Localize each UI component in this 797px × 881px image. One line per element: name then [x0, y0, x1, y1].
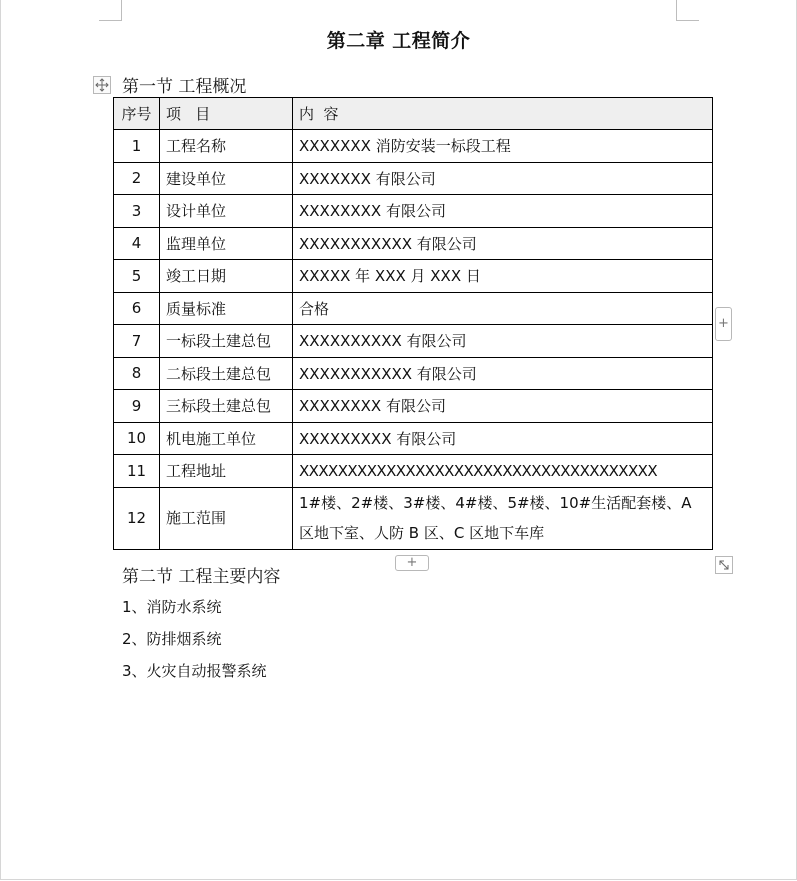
- content-item: 2、防排烟系统: [122, 630, 222, 648]
- row-item[interactable]: 一标段土建总包: [160, 325, 293, 358]
- row-item[interactable]: 机电施工单位: [160, 422, 293, 455]
- row-no[interactable]: 8: [114, 357, 160, 390]
- table-row: [114, 325, 713, 358]
- table-row: [114, 162, 713, 195]
- row-content[interactable]: XXXXXXX 有限公司: [293, 162, 713, 195]
- header-content: 内 容: [293, 98, 713, 130]
- section2-title: 第二节 工程主要内容: [122, 567, 281, 587]
- row-no[interactable]: 12: [114, 487, 160, 549]
- row-no[interactable]: 5: [114, 260, 160, 293]
- table-row: [114, 227, 713, 260]
- row-no[interactable]: 9: [114, 390, 160, 423]
- header-item: 项 目: [160, 98, 293, 130]
- table-resize-handle[interactable]: [715, 556, 733, 574]
- table-row: [114, 357, 713, 390]
- content-item: 3、火灾自动报警系统: [122, 662, 267, 680]
- add-column-button[interactable]: +: [715, 307, 732, 341]
- table-row: [114, 455, 713, 488]
- row-no[interactable]: 6: [114, 292, 160, 325]
- chapter-title: 第二章 工程简介: [326, 30, 471, 52]
- row-content[interactable]: XXXXXXXXXX 有限公司: [293, 325, 713, 358]
- row-item[interactable]: 工程地址: [160, 455, 293, 488]
- add-row-button[interactable]: +: [395, 555, 429, 571]
- header-no: 序号: [114, 98, 160, 130]
- row-content[interactable]: XXXXXXXXXXX 有限公司: [293, 227, 713, 260]
- table-row: [114, 390, 713, 423]
- row-content[interactable]: XXXXXXXX 有限公司: [293, 390, 713, 423]
- row-item[interactable]: 三标段土建总包: [160, 390, 293, 423]
- row-item[interactable]: 施工范围: [160, 487, 293, 549]
- table-row: [114, 195, 713, 228]
- table-row: [114, 130, 713, 163]
- project-info-table: [113, 97, 713, 550]
- row-content[interactable]: 合格: [293, 292, 713, 325]
- row-no[interactable]: 10: [114, 422, 160, 455]
- row-item[interactable]: 二标段土建总包: [160, 357, 293, 390]
- row-item[interactable]: 竣工日期: [160, 260, 293, 293]
- row-item[interactable]: 监理单位: [160, 227, 293, 260]
- section1-title: 第一节 工程概况: [122, 77, 247, 97]
- row-content[interactable]: XXXXX 年 XXX 月 XXX 日: [293, 260, 713, 293]
- row-content[interactable]: 1#楼、2#楼、3#楼、4#楼、5#楼、10#生活配套楼、A 区地下室、人防 B 区、C 区地下车库: [293, 487, 713, 549]
- table-row: [114, 422, 713, 455]
- move-icon: [94, 77, 110, 93]
- row-no[interactable]: 11: [114, 455, 160, 488]
- table-header-row: [114, 98, 713, 130]
- row-no[interactable]: 4: [114, 227, 160, 260]
- page-corner-mark-left: [99, 0, 122, 21]
- resize-icon: [716, 557, 732, 573]
- row-item[interactable]: 设计单位: [160, 195, 293, 228]
- row-no[interactable]: 7: [114, 325, 160, 358]
- page-corner-mark-right: [676, 0, 699, 21]
- row-item[interactable]: 建设单位: [160, 162, 293, 195]
- row-content[interactable]: XXXXXXXX 有限公司: [293, 195, 713, 228]
- content-item: 1、消防水系统: [122, 598, 222, 616]
- row-content[interactable]: XXXXXXXXXXXXXXXXXXXXXXXXXXXXXXXXXXXXX: [293, 455, 713, 488]
- row-content[interactable]: XXXXXXXXXXX 有限公司: [293, 357, 713, 390]
- table-move-handle[interactable]: [93, 76, 111, 94]
- row-content[interactable]: XXXXXXXXX 有限公司: [293, 422, 713, 455]
- table-row: [114, 292, 713, 325]
- row-content[interactable]: XXXXXXX 消防安装一标段工程: [293, 130, 713, 163]
- row-item[interactable]: 质量标准: [160, 292, 293, 325]
- table-row: [114, 487, 713, 549]
- table-row: [114, 260, 713, 293]
- row-no[interactable]: 2: [114, 162, 160, 195]
- row-item[interactable]: 工程名称: [160, 130, 293, 163]
- row-no[interactable]: 1: [114, 130, 160, 163]
- row-no[interactable]: 3: [114, 195, 160, 228]
